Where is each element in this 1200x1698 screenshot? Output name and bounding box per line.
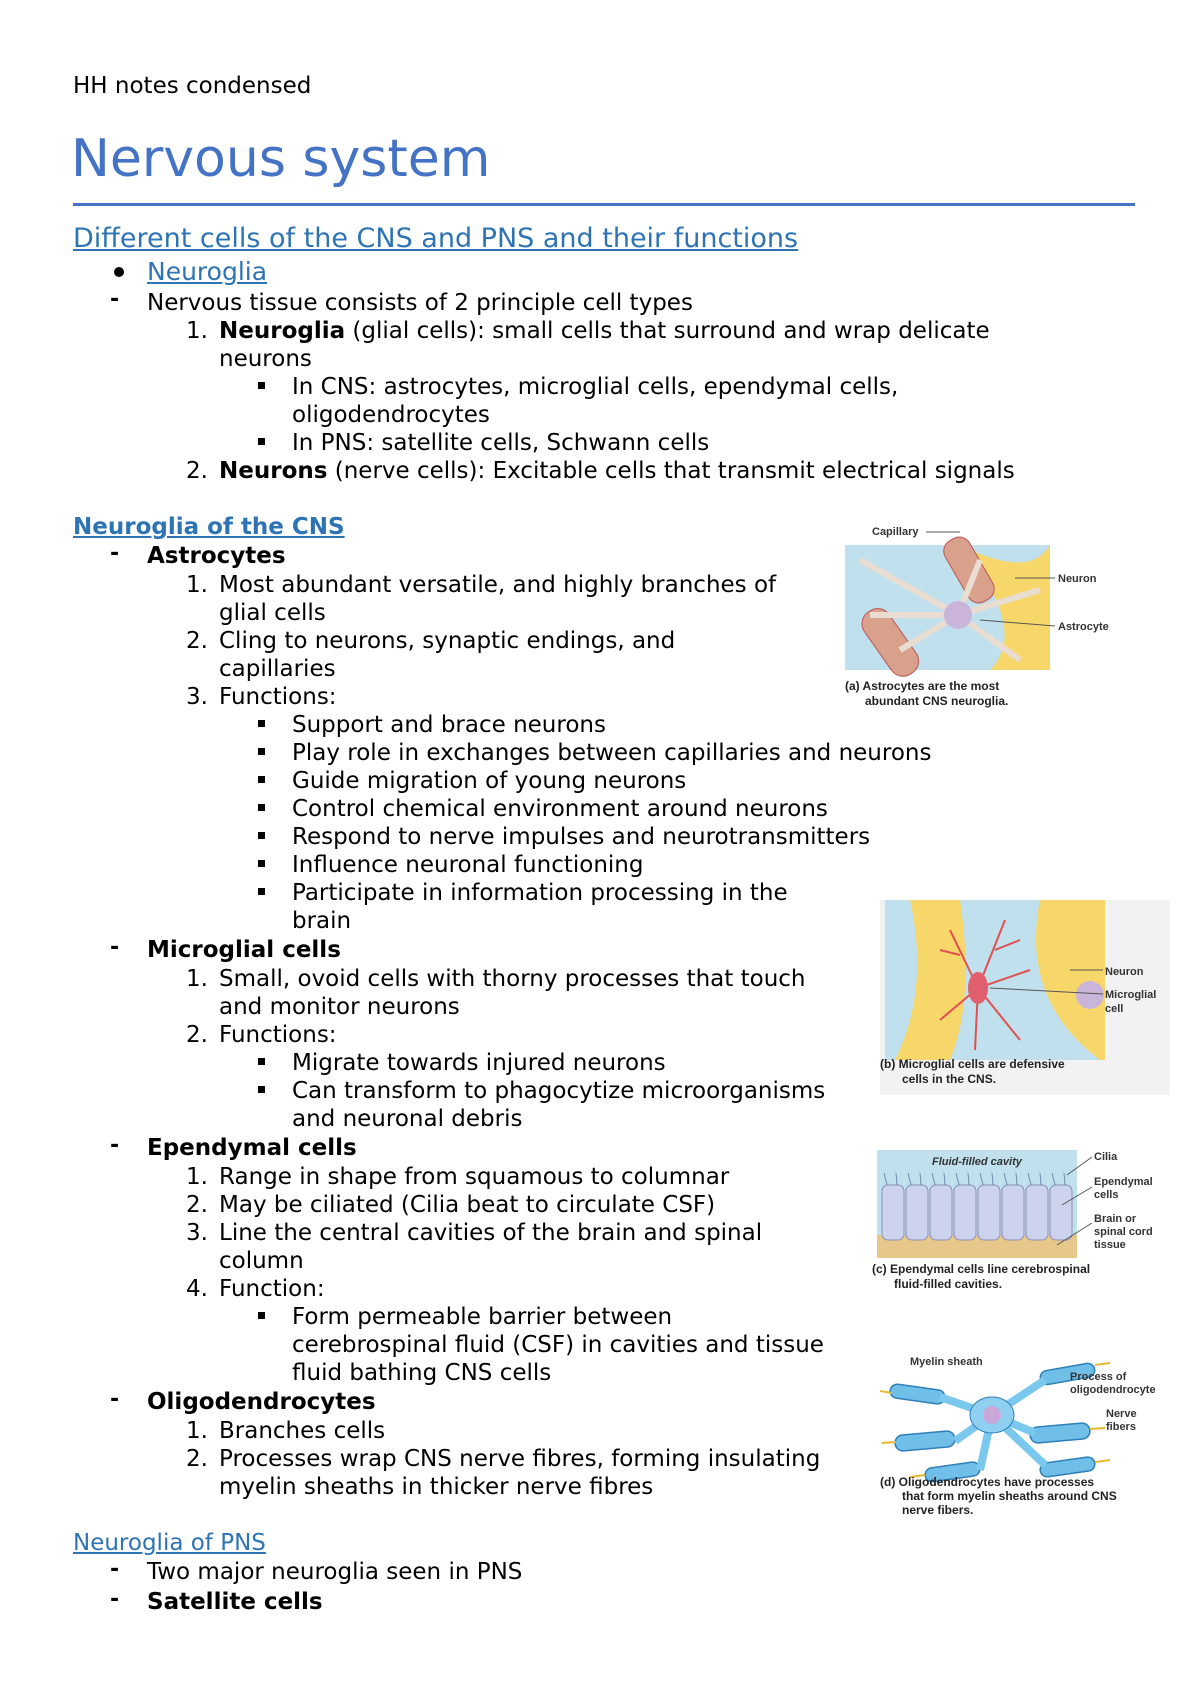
dash: - xyxy=(110,1387,120,1412)
function-item: Migrate towards injured neurons xyxy=(292,1050,666,1076)
text-line: cerebrospinal fluid (CSF) in cavities and tissue xyxy=(292,1332,824,1358)
caption-line: nerve fibers. xyxy=(902,1503,974,1515)
bold-term: Neurons xyxy=(219,458,328,484)
list-item xyxy=(219,457,1015,485)
microglial-cell-body xyxy=(968,972,988,1004)
list-number: 3. xyxy=(186,1220,208,1246)
text-line: In PNS: satellite cells, Schwann cells xyxy=(292,430,710,456)
label-process: Process of xyxy=(1070,1371,1127,1383)
square-bullet xyxy=(258,860,265,867)
list-number: 2. xyxy=(186,1192,208,1218)
function-item: Control chemical environment around neurons xyxy=(292,796,828,822)
neuron-nucleus xyxy=(1076,981,1104,1009)
text-line: capillaries xyxy=(219,656,336,682)
dash: - xyxy=(110,1587,120,1612)
function-item: Form permeable barrier between xyxy=(292,1304,673,1330)
list-number: 1. xyxy=(186,1164,208,1190)
square-bullet xyxy=(258,1312,265,1319)
figure-ependymal xyxy=(872,1145,1172,1295)
subheading-ependymal: Ependymal cells xyxy=(147,1135,357,1161)
caption-line: abundant CNS neuroglia. xyxy=(865,694,1009,708)
function-item: Can transform to phagocytize microorganisms xyxy=(292,1078,826,1104)
text-line: fluid bathing CNS cells xyxy=(292,1360,552,1386)
function-item: Play role in exchanges between capillaries and neurons xyxy=(292,740,932,766)
list-number: 2. xyxy=(186,628,208,654)
subheading-satellite: Satellite cells xyxy=(147,1589,323,1615)
page-header: HH notes condensed xyxy=(73,73,312,99)
figure-oligodendrocytes xyxy=(880,1355,1172,1515)
subheading-oligodendrocytes: Oligodendrocytes xyxy=(147,1389,376,1415)
bullet-dot xyxy=(114,267,124,277)
section-heading-pns[interactable]: Neuroglia of PNS xyxy=(73,1530,266,1556)
caption-line: (a) Astrocytes are the most xyxy=(845,679,1000,693)
section-heading-cells[interactable]: Different cells of the CNS and PNS and their functions xyxy=(73,223,799,254)
square-bullet xyxy=(258,888,265,895)
dash: - xyxy=(110,541,120,566)
text-line: neurons xyxy=(219,346,312,372)
caption-line: (b) Microglial cells are defensive xyxy=(880,1057,1065,1071)
caption-line: cells in the CNS. xyxy=(902,1072,997,1086)
list-number: 4. xyxy=(186,1276,208,1302)
caption-line: that form myelin sheaths around CNS xyxy=(902,1489,1117,1503)
square-bullet xyxy=(258,438,265,445)
list-item: Cling to neurons, synaptic endings, and xyxy=(219,628,676,654)
label-fibers: fibers xyxy=(1106,1421,1136,1433)
list-item: Processes wrap CNS nerve fibres, forming insulating xyxy=(219,1446,821,1472)
subheading-microglial: Microglial cells xyxy=(147,937,341,963)
list-number: 1. xyxy=(186,1418,208,1444)
list-number: 1. xyxy=(186,966,208,992)
dash: - xyxy=(110,935,120,960)
list-number: 2. xyxy=(186,458,208,484)
square-bullet xyxy=(258,804,265,811)
text-line: glial cells xyxy=(219,600,326,626)
dash: - xyxy=(110,1557,120,1582)
section-heading-cns[interactable]: Neuroglia of the CNS xyxy=(73,514,345,540)
text-line: In CNS: astrocytes, microglial cells, ependymal cells, xyxy=(292,374,899,400)
square-bullet xyxy=(258,748,265,755)
list-item: Range in shape from squamous to columnar xyxy=(219,1164,730,1190)
function-item: Support and brace neurons xyxy=(292,712,606,738)
square-bullet xyxy=(258,1086,265,1093)
text-line: brain xyxy=(292,908,352,934)
caption-line: fluid-filled cavities. xyxy=(894,1277,1003,1291)
label-astrocyte: Astrocyte xyxy=(1058,621,1109,633)
list-number: 1. xyxy=(186,572,208,598)
bold-term: Neuroglia xyxy=(219,318,346,344)
label-nerve: Nerve xyxy=(1106,1408,1137,1420)
label-brain: Brain or xyxy=(1094,1213,1137,1225)
list-item xyxy=(219,317,990,345)
square-bullet xyxy=(258,720,265,727)
label-neuron: Neuron xyxy=(1105,966,1144,978)
link-neuroglia[interactable]: Neuroglia xyxy=(147,257,268,286)
square-bullet xyxy=(258,832,265,839)
item-text: (nerve cells): Excitable cells that transmit electrical signals xyxy=(327,458,1015,484)
text-line: myelin sheaths in thicker nerve fibres xyxy=(219,1474,654,1500)
brain-tissue xyxy=(877,1235,1077,1258)
subheading-astrocytes: Astrocytes xyxy=(147,543,286,569)
square-bullet xyxy=(258,1058,265,1065)
text-line: and neuronal debris xyxy=(292,1106,523,1132)
list-number: 2. xyxy=(186,1446,208,1472)
astrocyte-nucleus xyxy=(944,601,972,629)
list-item: Functions: xyxy=(219,684,337,710)
label-fluid-cavity: Fluid-filled cavity xyxy=(932,1156,1022,1168)
list-number: 1. xyxy=(186,318,208,344)
label-cell: cell xyxy=(1105,1003,1124,1015)
label-cilia: Cilia xyxy=(1094,1151,1118,1163)
square-bullet xyxy=(258,382,265,389)
page-title: Nervous system xyxy=(71,129,491,189)
label-neuron: Neuron xyxy=(1058,573,1097,585)
list-item: Branches cells xyxy=(219,1418,386,1444)
text-line: Two major neuroglia seen in PNS xyxy=(147,1559,523,1585)
function-item: Guide migration of young neurons xyxy=(292,768,687,794)
function-item: Respond to nerve impulses and neurotransmitters xyxy=(292,824,871,850)
dash: - xyxy=(110,287,120,312)
dash: - xyxy=(110,1133,120,1158)
list-item: Functions: xyxy=(219,1022,337,1048)
label-spinal-cord: spinal cord xyxy=(1094,1226,1153,1238)
figure-astrocytes xyxy=(840,520,1160,720)
oligodendrocyte-nucleus xyxy=(983,1406,1001,1424)
list-number: 3. xyxy=(186,684,208,710)
label-cells: cells xyxy=(1094,1189,1119,1201)
square-bullet xyxy=(258,776,265,783)
text-line: column xyxy=(219,1248,304,1274)
caption-line: (d) Oligodendrocytes have processes xyxy=(880,1475,1095,1489)
list-item: May be ciliated (Cilia beat to circulate CSF) xyxy=(219,1192,716,1218)
list-item: Function: xyxy=(219,1276,325,1302)
text-line: and monitor neurons xyxy=(219,994,460,1020)
label-myelin-sheath: Myelin sheath xyxy=(910,1356,983,1368)
list-number: 2. xyxy=(186,1022,208,1048)
text-line: oligodendrocytes xyxy=(292,402,490,428)
label-microglial: Microglial xyxy=(1105,989,1157,1001)
list-item: Small, ovoid cells with thorny processes that touch xyxy=(219,966,806,992)
label-ependymal: Ependymal xyxy=(1094,1176,1153,1188)
item-text: (glial cells): small cells that surround and wrap delicate xyxy=(345,318,990,344)
label-capillary: Capillary xyxy=(872,526,919,538)
function-item: Influence neuronal functioning xyxy=(292,852,644,878)
label-tissue: tissue xyxy=(1094,1239,1126,1251)
text-line: Nervous tissue consists of 2 principle cell types xyxy=(147,290,693,316)
list-item: Most abundant versatile, and highly branches of xyxy=(219,572,777,598)
title-rule xyxy=(73,203,1135,206)
figure-microglial xyxy=(880,900,1172,1095)
function-item: Participate in information processing in the xyxy=(292,880,788,906)
caption-line: (c) Ependymal cells line cerebrospinal xyxy=(872,1262,1091,1276)
label-oligodendrocyte: oligodendrocyte xyxy=(1070,1384,1156,1396)
list-item: Line the central cavities of the brain and spinal xyxy=(219,1220,763,1246)
